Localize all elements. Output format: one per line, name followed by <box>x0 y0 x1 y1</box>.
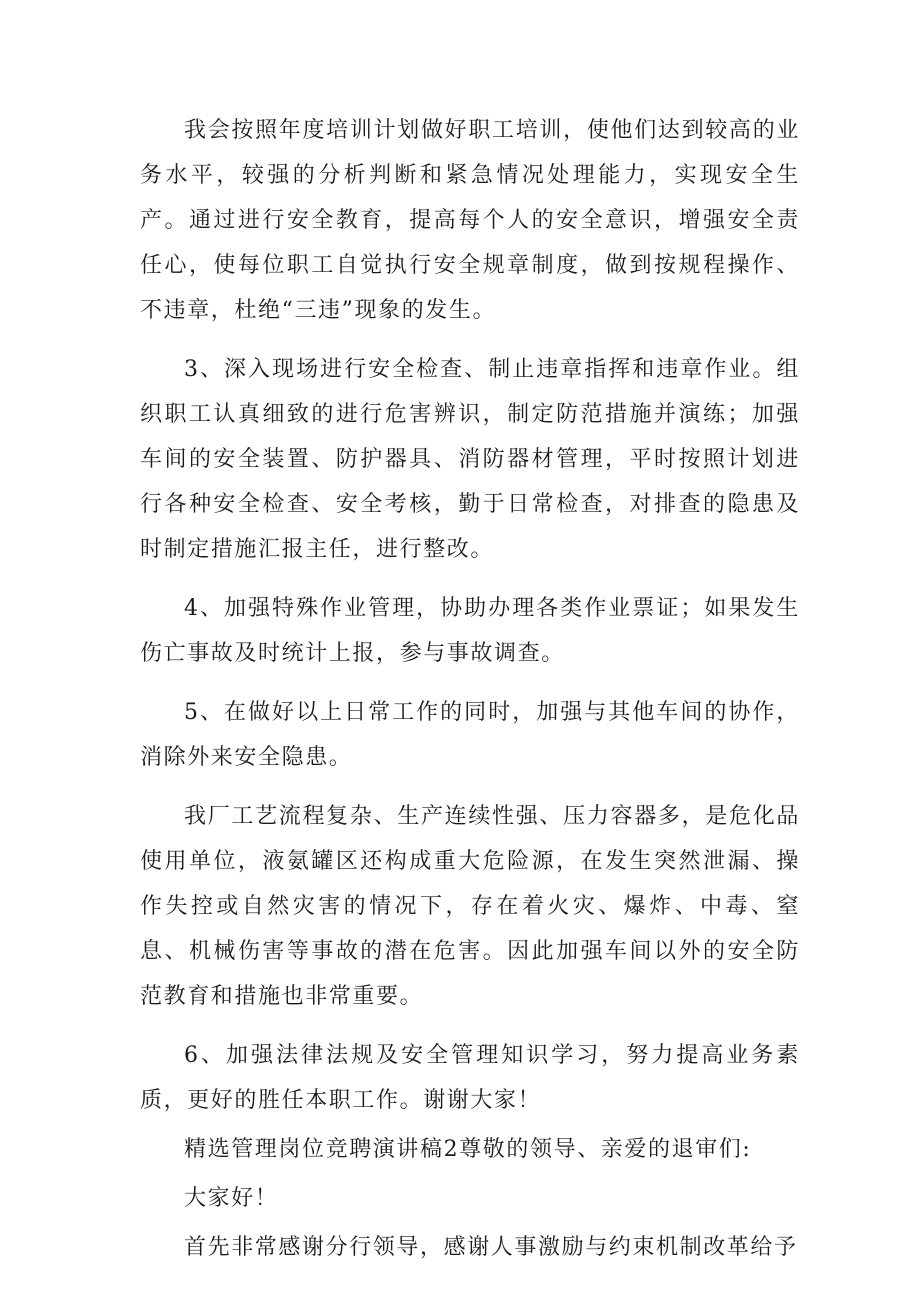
greeting-line: 大家好！ <box>184 1186 279 1211</box>
paragraph-opening: 首先非常感谢分行领导，感谢人事激励与约束机制改革给予 <box>184 1235 798 1260</box>
paragraph-item-5: 5、在做好以上日常工作的同时，加强与其他车间的协作，消除外来安全隐患。 <box>140 700 800 770</box>
paragraph-item-4: 4、加强特殊作业管理，协助办理各类作业票证；如果发生伤亡事故及时统计上报，参与事故调查。 <box>140 596 800 666</box>
paragraph-plant-hazards: 我厂工艺流程复杂、生产连续性强、压力容器多，是危化品使用单位，液氨罐区还构成重大危险源，在发生突然泄漏、操作失控或自然灾害的情况下，存在着火灾、爆炸、中毒、窒息、机械伤害等事故的潜在危害。因此加强车间以外的安全防范教育和措施也非常重要。 <box>140 804 800 1009</box>
speech-title-line: 精选管理岗位竞聘演讲稿2尊敬的领导、亲爱的退审们: <box>184 1137 752 1162</box>
paragraph-item-3: 3、深入现场进行安全检查、制止违章指挥和违章作业。组织职工认真细致的进行危害辨识，制定防范措施并演练；加强车间的安全装置、防护器具、消防器材管理，平时按照计划进行各种安全检查、安全考核，勤于日常检查，对排查的隐患及时制定措施汇报主任，进行整改。 <box>140 357 800 562</box>
paragraph-training: 我会按照年度培训计划做好职工培训，使他们达到较高的业务水平，较强的分析判断和紧急情况处理能力，实现安全生产。通过进行安全教育，提高每个人的安全意识，增强安全责任心，使每位职工自觉执行安全规章制度，做到按规程操作、不违章，杜绝“三违”现象的发生。 <box>140 118 800 323</box>
paragraph-item-6: 6、加强法律法规及安全管理知识学习，努力提高业务素质，更好的胜任本职工作。谢谢大家！ <box>140 1043 800 1113</box>
document-body <box>140 108 800 1270</box>
